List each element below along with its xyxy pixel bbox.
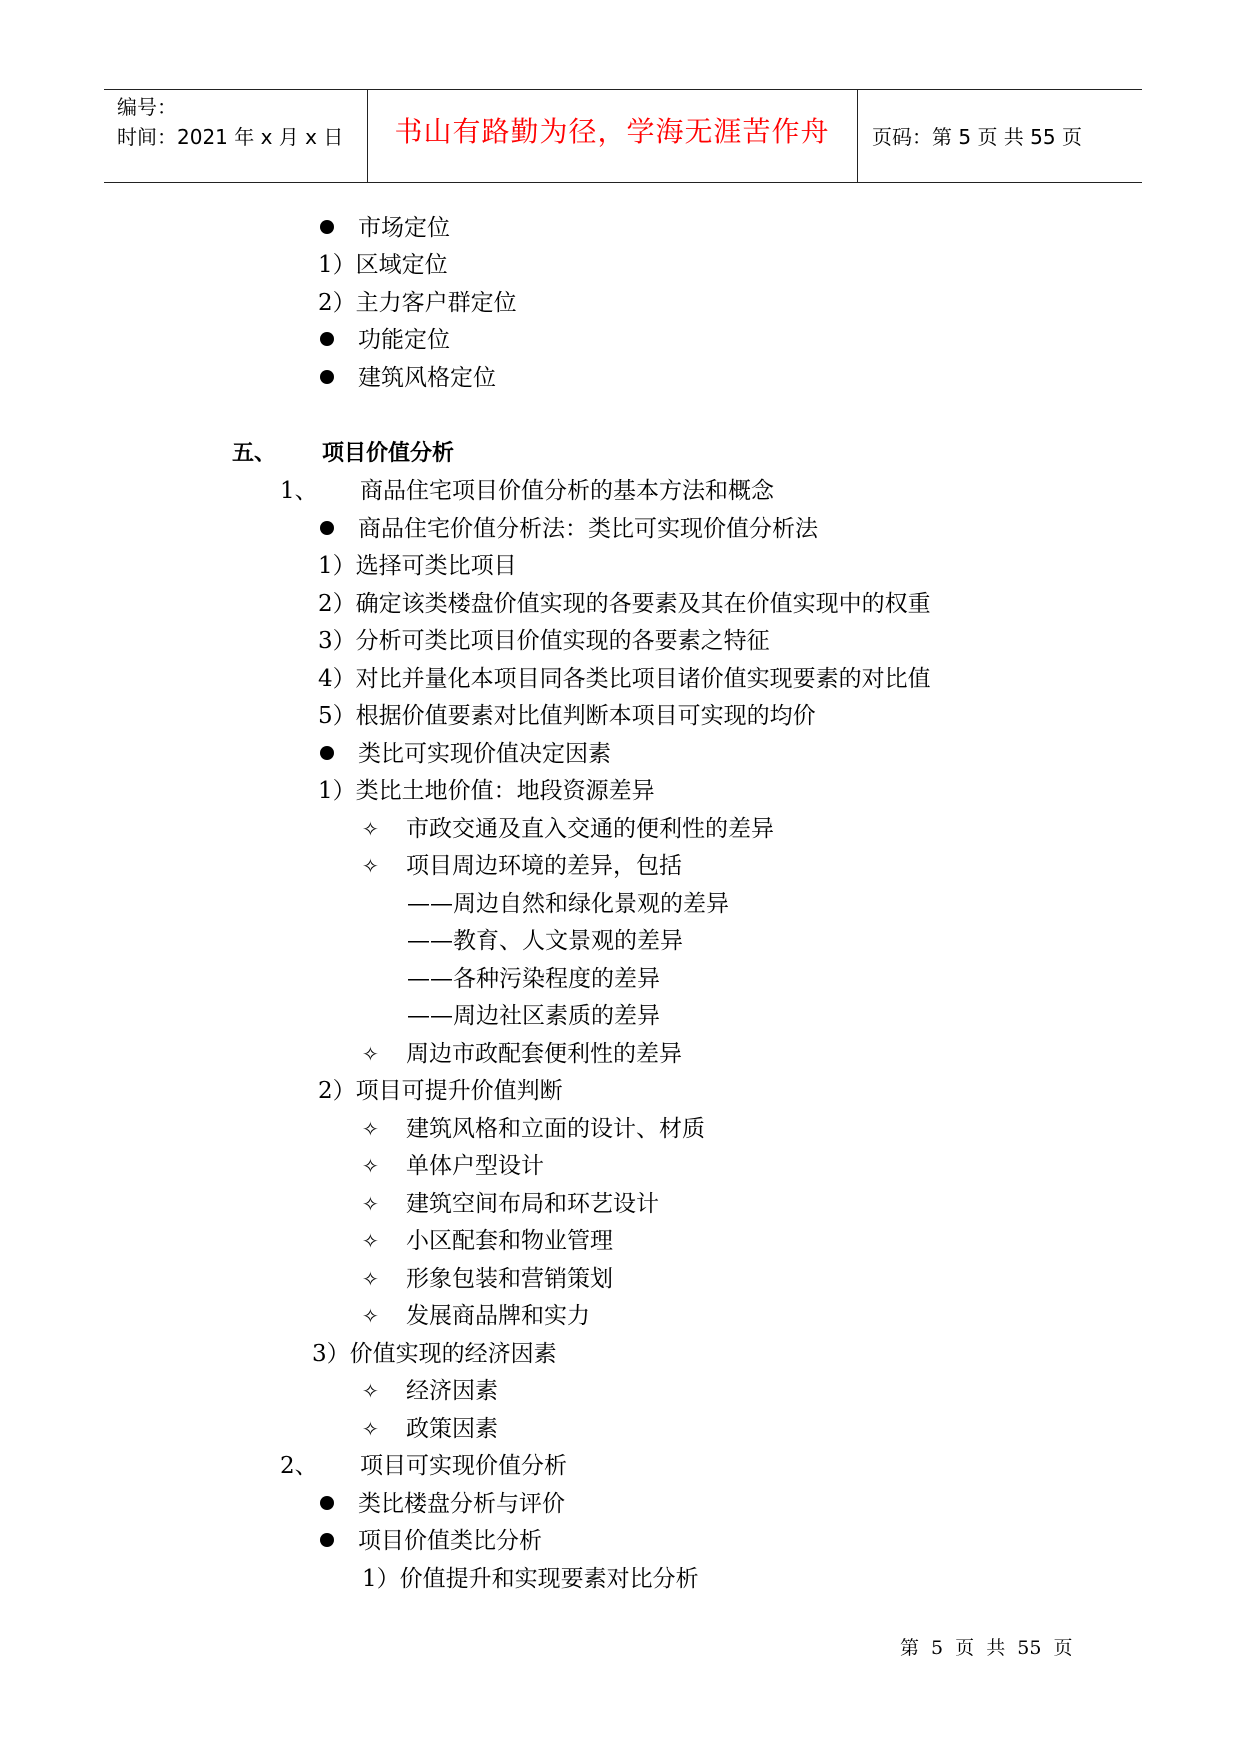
- four-point-star-icon: ✧: [362, 1154, 379, 1178]
- filled-circle-icon: [320, 1533, 334, 1547]
- bullet-item: [320, 213, 450, 243]
- filled-circle-icon: [320, 370, 334, 384]
- line-text: 单体户型设计: [406, 1153, 544, 1179]
- four-point-star-icon: ✧: [362, 1192, 379, 1216]
- numbered-item: [362, 1564, 699, 1594]
- line-text: 项目可实现价值分析: [360, 1453, 567, 1479]
- four-point-star-icon: ✧: [362, 1229, 379, 1253]
- four-point-star-icon: ✧: [362, 817, 379, 841]
- subsection-number: 1、: [280, 478, 318, 504]
- filled-circle-icon: [320, 746, 334, 760]
- line-text: ——周边自然和绿化景观的差异: [407, 891, 729, 917]
- line-text: ——各种污染程度的差异: [407, 966, 660, 992]
- header-bottom-rule: [104, 182, 1142, 183]
- line-text: 1）区域定位: [318, 252, 448, 278]
- line-text: 小区配套和物业管理: [406, 1228, 613, 1254]
- line-text: 商品住宅项目价值分析的基本方法和概念: [360, 478, 774, 504]
- line-text: 2）确定该类楼盘价值实现的各要素及其在价值实现中的权重: [318, 591, 931, 617]
- dash-item: [407, 889, 729, 919]
- line-text: 发展商品牌和实力: [406, 1303, 590, 1329]
- bullet-item: [320, 325, 450, 355]
- star-item: [362, 1264, 613, 1294]
- numbered-item: [318, 250, 448, 280]
- subsection-heading: [280, 1451, 567, 1481]
- line-text: 经济因素: [406, 1378, 498, 1404]
- line-text: 项目价值分析: [322, 441, 455, 466]
- numbered-item: [318, 589, 931, 619]
- numbered-item: [318, 626, 770, 656]
- line-text: 建筑空间布局和环艺设计: [406, 1191, 659, 1217]
- subsection-heading: [280, 476, 774, 506]
- line-text: 2）项目可提升价值判断: [318, 1078, 563, 1104]
- filled-circle-icon: [320, 220, 334, 234]
- four-point-star-icon: ✧: [362, 1417, 379, 1441]
- dash-item: [407, 926, 683, 956]
- line-text: 3）分析可类比项目价值实现的各要素之特征: [318, 628, 770, 654]
- numbered-item: [318, 701, 816, 731]
- four-point-star-icon: ✧: [362, 1117, 379, 1141]
- line-text: 项目价值类比分析: [358, 1528, 542, 1554]
- header-number-label: 编号：: [117, 95, 177, 119]
- bullet-item: [320, 514, 818, 544]
- header-time-label: 时间：2021 年 x 月 x 日: [117, 125, 344, 149]
- line-text: 2）主力客户群定位: [318, 290, 517, 316]
- line-text: 4）对比并量化本项目同各类比项目诸价值实现要素的对比值: [318, 666, 931, 692]
- star-item: [362, 1414, 498, 1444]
- dash-item: [407, 964, 660, 994]
- star-item: [362, 1226, 613, 1256]
- header-info: [117, 92, 343, 152]
- star-item: [362, 851, 682, 881]
- line-text: 项目周边环境的差异，包括: [406, 853, 682, 879]
- four-point-star-icon: ✧: [362, 1379, 379, 1403]
- four-point-star-icon: ✧: [362, 854, 379, 878]
- line-text: 3）价值实现的经济因素: [312, 1341, 557, 1367]
- line-text: 建筑风格定位: [358, 365, 496, 391]
- star-item: [362, 1189, 659, 1219]
- subsection-number: 2、: [280, 1453, 318, 1479]
- section-number: 五、: [232, 441, 277, 466]
- line-text: 市场定位: [358, 215, 450, 241]
- four-point-star-icon: ✧: [362, 1042, 379, 1066]
- bullet-item: [320, 739, 611, 769]
- star-item: [362, 1114, 705, 1144]
- line-text: 1）类比土地价值：地段资源差异: [318, 778, 655, 804]
- numbered-item: [318, 776, 655, 806]
- line-text: 类比可实现价值决定因素: [358, 741, 611, 767]
- numbered-item: [318, 664, 931, 694]
- bullet-item: [320, 363, 496, 393]
- header-divider-right: [857, 89, 858, 182]
- page-footer: 第 5 页 共 55 页: [900, 1637, 1073, 1659]
- filled-circle-icon: [320, 1496, 334, 1510]
- line-text: 类比楼盘分析与评价: [358, 1491, 565, 1517]
- bullet-item: [320, 1489, 565, 1519]
- numbered-item: [318, 1076, 563, 1106]
- filled-circle-icon: [320, 332, 334, 346]
- numbered-item: [312, 1339, 557, 1369]
- line-text: 商品住宅价值分析法：类比可实现价值分析法: [358, 516, 818, 542]
- dash-item: [407, 1001, 660, 1031]
- four-point-star-icon: ✧: [362, 1267, 379, 1291]
- numbered-item: [318, 288, 517, 318]
- line-text: 1）价值提升和实现要素对比分析: [362, 1566, 699, 1592]
- line-text: 政策因素: [406, 1416, 498, 1442]
- header-page-label: 页码：第 5 页 共 55 页: [872, 125, 1082, 149]
- header-motto: 书山有路勤为径，学海无涯苦作舟: [394, 115, 830, 148]
- numbered-item: [318, 551, 517, 581]
- line-text: 1）选择可类比项目: [318, 553, 517, 579]
- star-item: [362, 1151, 544, 1181]
- star-item: [362, 814, 774, 844]
- star-item: [362, 1301, 590, 1331]
- star-item: [362, 1039, 682, 1069]
- section-heading: [232, 439, 454, 469]
- line-text: 5）根据价值要素对比值判断本项目可实现的均价: [318, 703, 816, 729]
- four-point-star-icon: ✧: [362, 1304, 379, 1328]
- line-text: 建筑风格和立面的设计、材质: [406, 1116, 705, 1142]
- line-text: ——周边社区素质的差异: [407, 1003, 660, 1029]
- line-text: ——教育、人文景观的差异: [407, 928, 683, 954]
- line-text: 周边市政配套便利性的差异: [406, 1041, 682, 1067]
- bullet-item: [320, 1526, 542, 1556]
- filled-circle-icon: [320, 521, 334, 535]
- header-top-rule: [104, 89, 1142, 90]
- line-text: 形象包装和营销策划: [406, 1266, 613, 1292]
- line-text: 市政交通及直入交通的便利性的差异: [406, 816, 774, 842]
- line-text: 功能定位: [358, 327, 450, 353]
- star-item: [362, 1376, 498, 1406]
